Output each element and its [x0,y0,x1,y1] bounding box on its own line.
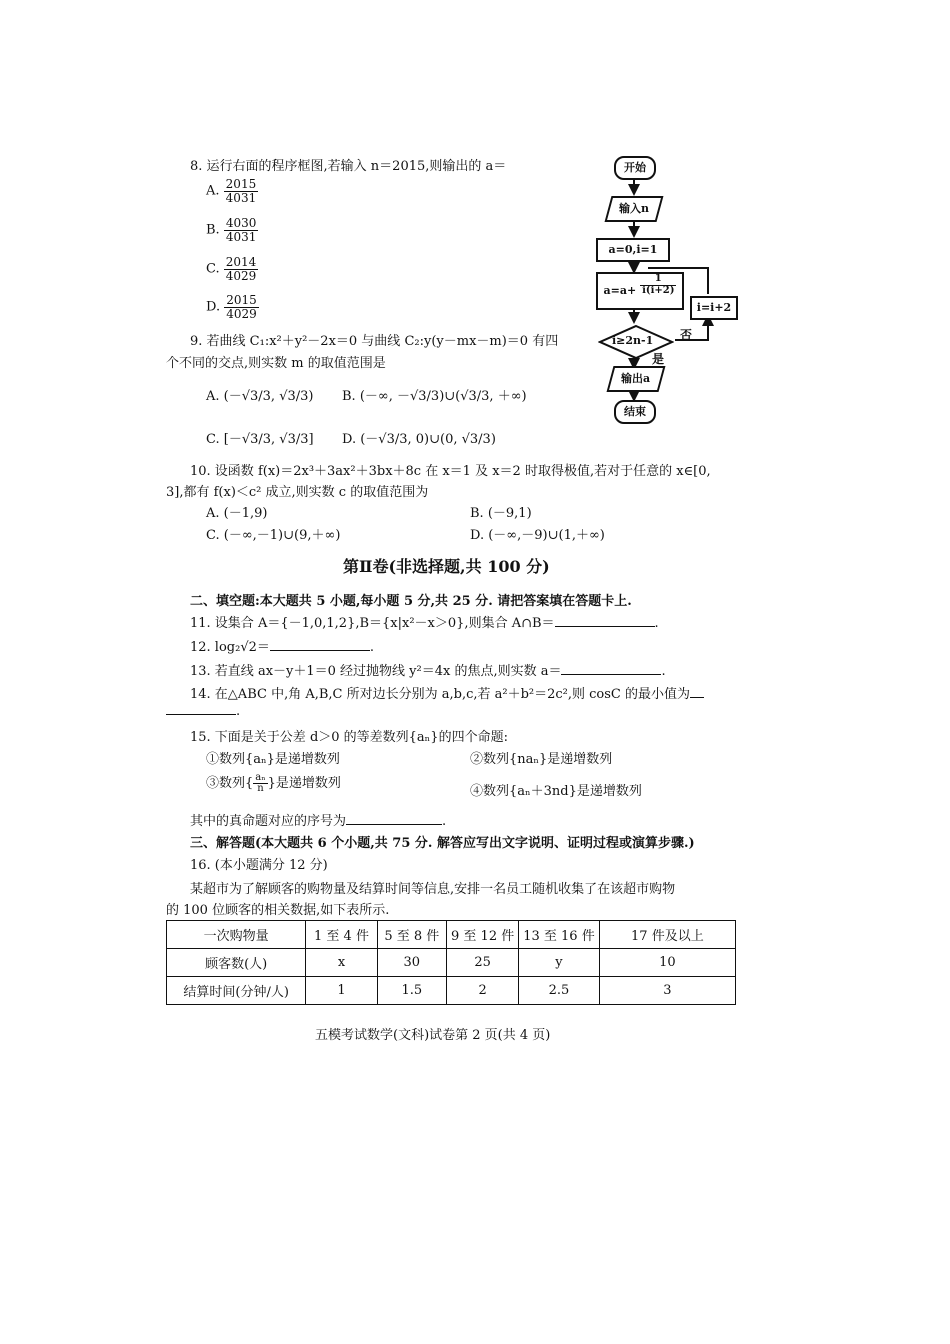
q15-stem: 15. 下面是关于公差 d＞0 的等差数列{aₙ}的四个命题: [190,730,508,745]
table-cell: 1 [306,977,377,1005]
table-cell: 30 [377,949,446,977]
q15-proposition-1: ①数列{aₙ}是递增数列 [206,752,340,767]
table-row [167,977,736,1005]
flowchart-output-label: 输出a [621,372,651,385]
q13-text: 13. 若直线 ax－y＋1＝0 经过抛物线 y²＝4x 的焦点,则实数 a＝ [190,664,562,679]
q10-option-d: D. (－∞,－9)∪(1,＋∞) [470,528,605,543]
q16-line1: 某超市为了解顾客的购物量及结算时间等信息,安排一名员工随机收集了在该超市购物 [190,882,676,897]
q14-answer-blank [690,697,704,698]
q15-footer-text: 其中的真命题对应的序号为 [190,814,347,829]
table-cell: 1.5 [377,977,446,1005]
q12-text: 12. log₂√2＝ [190,640,270,655]
q16-table-body [167,921,736,1005]
flowchart-update-a-den: i(i+2) [642,284,675,296]
q10-option-b: B. (－9,1) [470,506,532,521]
table-header-cell: 9 至 12 件 [447,921,519,949]
page-footer: 五模考试数学(文科)试卷第 2 页(共 4 页) [315,1028,551,1043]
q10-option-c: C. (－∞,－1)∪(9,＋∞) [206,528,341,543]
table-cell: 3 [599,977,735,1005]
table-cell: 2 [447,977,519,1005]
q8-option-label: A. [206,183,220,199]
flowchart-no-label: 否 [680,328,693,342]
q11-answer-blank [555,626,655,627]
q10-option-a: A. (－1,9) [206,506,268,521]
q15-footer: 其中的真命题对应的序号为 . [190,814,447,829]
q14-answer-blank-continued: . [166,704,240,719]
q16-line2: 的 100 位顾客的相关数据,如下表所示. [166,903,390,918]
q15-p3-suffix: }是递增数列 [267,776,341,791]
q9-option-c: C. [－√3/3, √3/3] [206,432,314,447]
flowchart-init: a=0,i=1 [596,238,670,262]
q14 [190,683,704,702]
table-cell: 2.5 [519,977,599,1005]
q8-option [206,294,259,320]
table-header-cell: 13 至 16 件 [519,921,599,949]
q9-line1: 9. 若曲线 C₁:x²＋y²－2x＝0 与曲线 C₂:y(y－mx－m)＝0 有四 [190,334,559,349]
flowchart-yes-label: 是 [652,352,665,366]
q11: 11. 设集合 A＝{－1,0,1,2},B＝{x|x²－x＞0},则集合 A∩B＝ . [190,616,659,631]
flowchart-end: 结束 [614,400,656,424]
q8-option-label: D. [206,299,221,315]
flowchart-update-a-num: 1 [640,274,676,286]
flowchart-input-box [605,196,664,222]
q8-option-label: B. [206,222,220,238]
flowchart-update-a-prefix: a=a+ [603,284,637,297]
q15-p3-prefix: ③数列{ [206,776,254,791]
fill-in-header: 二、填空题:本大题共 5 小题,每小题 5 分,共 25 分. 请把答案填在答题卡上. [190,594,632,609]
answer-section-header: 三、解答题(本大题共 6 个小题,共 75 分. 解答应写出文字说明、证明过程或演算步骤.) [190,836,695,851]
q16-title: 16. (本小题满分 12 分) [190,858,328,873]
q9-line2: 个不同的交点,则实数 m 的取值范围是 [166,356,386,371]
table-cell: 结算时间(分钟/人) [167,977,306,1005]
q8-option [206,256,258,282]
q10-line1: 10. 设函数 f(x)＝2x³＋3ax²＋3bx＋8c 在 x＝1 及 x＝2 时取得极值,若对于任意的 x∈[0, [190,464,711,479]
flowchart-increment: i=i+2 [690,296,738,320]
q15-proposition-4: ④数列{aₙ＋3nd}是递增数列 [470,784,642,799]
table-header-cell: 一次购物量 [167,921,306,949]
q13-answer-blank [561,674,661,675]
q8-option-numerator: 4030 [225,216,257,230]
q8-option-label: C. [206,261,220,277]
q8-option-denominator: 4029 [226,306,257,321]
q15-p3-den: n [257,783,264,794]
table-cell: 顾客数(人) [167,949,306,977]
q15-proposition-3 [206,772,341,795]
q10-line2: 3],都有 f(x)＜c² 成立,则实数 c 的取值范围为 [166,485,429,500]
table-cell: 10 [599,949,735,977]
q12-answer-blank [270,650,370,651]
q8-option [206,178,258,204]
q9-option-d: D. (－√3/3, 0)∪(0, √3/3) [342,432,496,447]
flowchart-condition: i≥2n-1 [612,334,654,347]
q9-option-a: A. (－√3/3, √3/3) [206,389,314,404]
table-cell: y [519,949,599,977]
q14-text: 14. 在△ABC 中,角 A,B,C 所对边长分别为 a,b,c,若 a²＋b²＝2c²,则 cosC 的最小值为 [190,687,691,702]
flowchart-start: 开始 [614,156,656,180]
flowchart-update-a [596,272,684,310]
q15-proposition-2: ②数列{naₙ}是递增数列 [470,752,613,767]
table-header-cell: 1 至 4 件 [306,921,377,949]
flowchart-output-box [607,366,666,392]
table-cell: x [306,949,377,977]
q11-text: 11. 设集合 A＝{－1,0,1,2},B＝{x|x²－x＞0},则集合 A∩B＝ [190,616,555,631]
q12: 12. log₂√2＝ . [190,640,375,655]
q13: 13. 若直线 ax－y＋1＝0 经过抛物线 y²＝4x 的焦点,则实数 a＝ . [190,664,666,679]
q8-option-denominator: 4031 [225,190,257,205]
flowchart-input-label: 输入n [619,202,649,215]
q16-data-table [166,920,736,1005]
table-row [167,949,736,977]
table-header-cell: 17 件及以上 [599,921,735,949]
q9-option-b: B. (－∞, －√3/3)∪(√3/3, ＋∞) [342,389,527,404]
q8-option [206,217,258,243]
q8-stem: 8. 运行右面的程序框图,若输入 n＝2015,则输出的 a＝ [190,159,507,174]
q8-option-numerator: 2015 [226,293,257,307]
q15-answer-blank [346,824,442,825]
q8-option-denominator: 4029 [225,268,257,283]
table-cell: 25 [447,949,519,977]
table-header-cell: 5 至 8 件 [377,921,446,949]
q8-option-numerator: 2014 [225,255,257,269]
table-header-row [167,921,736,949]
q8-option-numerator: 2015 [225,177,257,191]
q15-p3-num: aₙ [255,771,266,783]
section2-title: 第Ⅱ卷(非选择题,共 100 分) [343,557,550,576]
q8-option-denominator: 4031 [225,229,257,244]
